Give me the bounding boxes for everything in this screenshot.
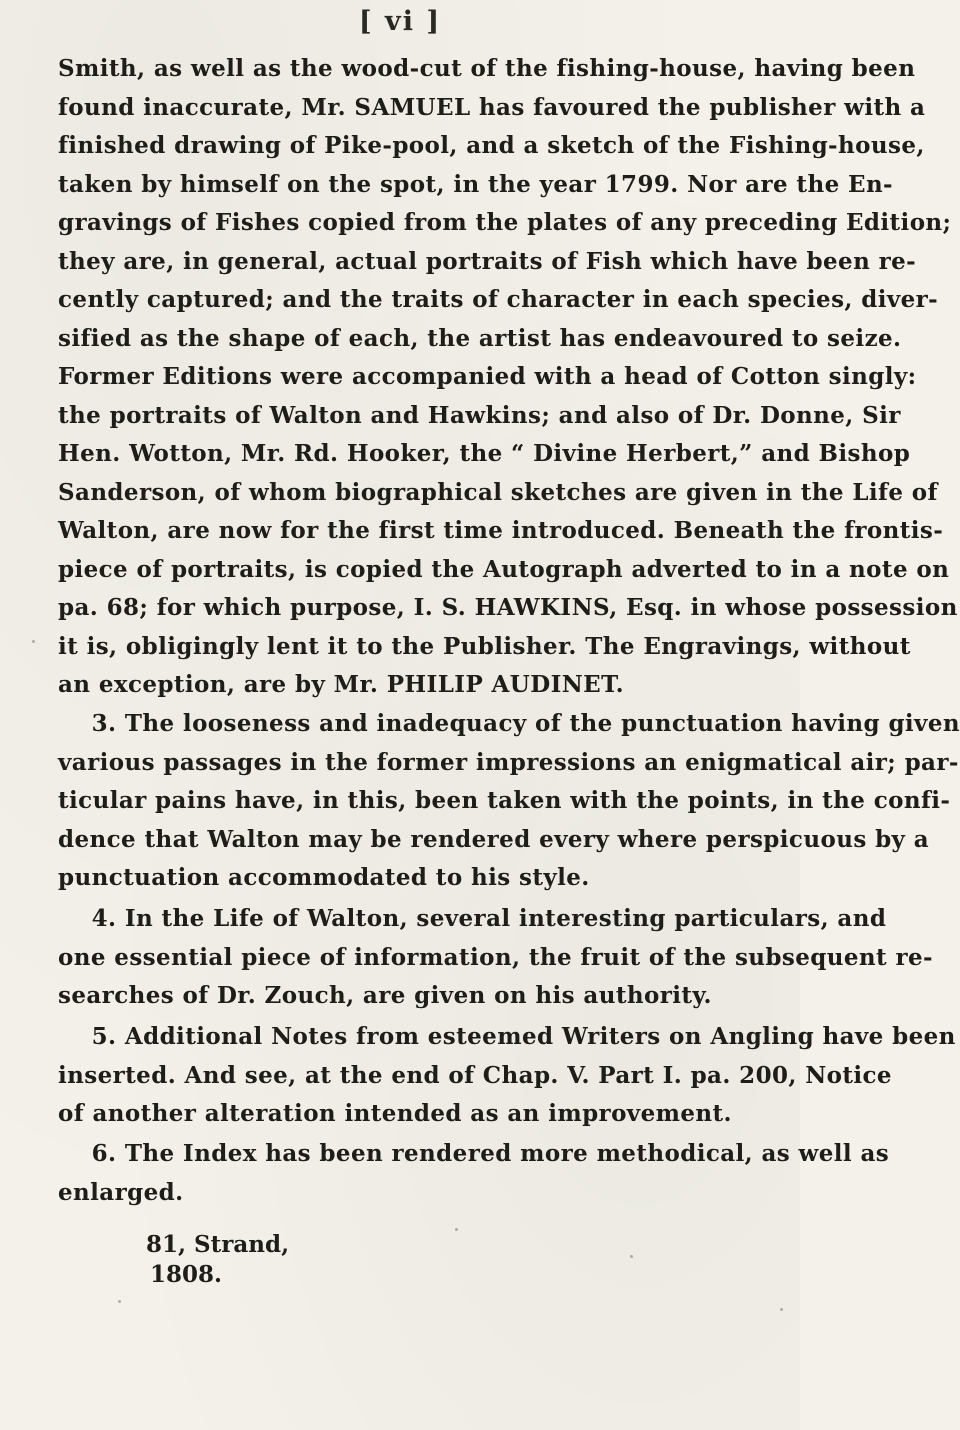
paragraph-item-5	[58, 1018, 956, 1134]
imprint-year: 1808.	[150, 1261, 223, 1288]
text-line: 6. The Index has been rendered more methodical, as well as	[58, 1140, 890, 1167]
paragraph-continuation	[58, 50, 958, 705]
paper-speck	[780, 1308, 783, 1311]
paragraph-item-3	[58, 705, 960, 898]
text-line: punctuation accommodated to his style.	[58, 864, 590, 891]
text-line: searches of Dr. Zouch, are given on his authority.	[58, 982, 712, 1009]
text-line: it is, obligingly lent it to the Publisher. The Engravings, without	[58, 632, 911, 660]
paper-speck	[32, 640, 35, 643]
text-line: they are, in general, actual portraits of Fish which have been re-	[58, 247, 917, 275]
page-number: [ vi ]	[358, 6, 442, 37]
paper-speck	[118, 1300, 121, 1303]
text-line: cently captured; and the traits of character in each species, diver-	[58, 286, 939, 313]
text-line: of another alteration intended as an improvement.	[58, 1100, 732, 1127]
text-line: an exception, are by Mr. PHILIP AUDINET.	[58, 671, 625, 698]
text-line: piece of portraits, is copied the Autograph adverted to in a note on	[58, 555, 950, 583]
text-line: enlarged.	[58, 1178, 184, 1206]
text-line: 4. In the Life of Walton, several interesting particulars, and	[58, 905, 887, 932]
text-line: ticular pains have, in this, been taken with the points, in the confi-	[58, 787, 951, 814]
paragraph-item-6	[58, 1135, 890, 1212]
paragraph-item-4	[58, 900, 933, 1016]
paper-speck	[455, 1228, 458, 1231]
text-line: 3. The looseness and inadequacy of the punctuation having given	[58, 710, 960, 737]
text-line: pa. 68; for which purpose, I. S. HAWKINS, Esq. in whose possession	[58, 594, 958, 621]
text-line: Sanderson, of whom biographical sketches are given in the Life of	[58, 478, 938, 506]
imprint-address: 81, Strand,	[146, 1231, 290, 1258]
text-line: taken by himself on the spot, in the year 1799. Nor are the En-	[58, 170, 894, 198]
text-line: gravings of Fishes copied from the plates of any preceding Edition;	[58, 209, 952, 236]
text-line: Walton, are now for the first time introduced. Beneath the frontis-	[58, 517, 944, 544]
text-line: finished drawing of Pike-pool, and a sketch of the Fishing-house,	[58, 132, 925, 159]
text-line: sified as the shape of each, the artist has endeavoured to seize.	[58, 324, 902, 352]
text-line: one essential piece of information, the fruit of the subsequent re-	[58, 943, 933, 971]
text-line: Former Editions were accompanied with a head of Cotton singly:	[58, 363, 917, 390]
paper-speck	[630, 1255, 633, 1258]
text-line: dence that Walton may be rendered every where perspicuous by a	[58, 825, 930, 853]
text-line: found inaccurate, Mr. SAMUEL has favoured the publisher with a	[58, 93, 926, 121]
text-line: the portraits of Walton and Hawkins; and also of Dr. Donne, Sir	[58, 401, 901, 429]
text-line: Hen. Wotton, Mr. Rd. Hooker, the “ Divine Herbert,” and Bishop	[58, 440, 911, 467]
text-line: 5. Additional Notes from esteemed Writers on Angling have been	[58, 1023, 956, 1050]
text-line: various passages in the former impressions an enigmatical air; par-	[58, 748, 959, 776]
text-line: Smith, as well as the wood-cut of the fishing-house, having been	[58, 55, 916, 82]
imprint-signature	[118, 1230, 289, 1290]
text-line: inserted. And see, at the end of Chap. V. Part I. pa. 200, Notice	[58, 1061, 892, 1089]
